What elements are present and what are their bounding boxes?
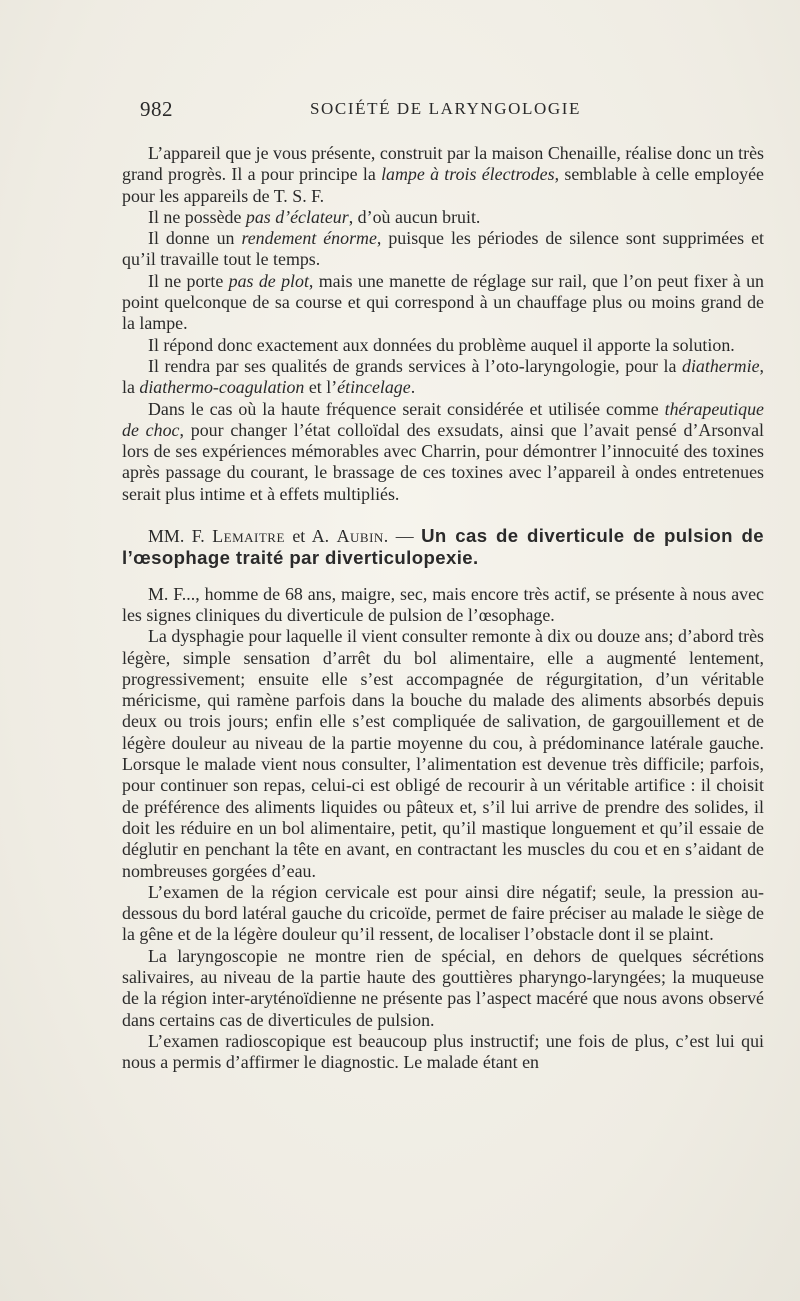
paragraph: Il répond donc exactement aux données du problème auquel il apporte la solution.	[148, 334, 735, 355]
section-heading	[122, 525, 764, 570]
paragraph: Il ne possède pas d’éclateur, d’où aucun bruit.	[148, 206, 481, 227]
author-name: Aubin	[336, 526, 384, 547]
section-title: Un cas de diverticule de pulsion de l’œsophage traité par diverticulopexie.	[122, 525, 764, 569]
paragraph: Il donne un rendement énorme, puisque les périodes de silence sont supprimées et qu’il travaille tout le temps.	[122, 228, 764, 270]
section-authors: MM. F. Lemaitre et A. Aubin. —	[148, 526, 422, 547]
paragraph: Il ne porte pas de plot, mais une manette de réglage sur rail, que l’on peut fixer à un point quelconque de sa course et qui correspond à un chauffage plus ou moins grand de la lampe.	[122, 270, 764, 334]
paragraph: La dysphagie pour laquelle il vient consulter remonte à dix ou douze ans; d’abord très légère, simple sensation d’arrêt du bol alimentaire, elle a augmenté lentement, progressivement; ensuite elle s’est accompagnée de régurgitation, d’un véritable méricisme, qui ramène parfois dans la bouche du malade des aliments absorbés depuis deux ou trois jours; enfin elle s’est compliquée de salivation, de gargouillement et de légère douleur au niveau de la partie moyenne du cou, à prédominance latérale gauche. Lorsque le malade vient nous consulter, l’alimentation est devenue très difficile; parfois, pour continuer son repas, celui-ci est obligé de recourir à un véritable artifice : il choisit de préférence des aliments liquides ou pâteux et, s’il lui arrive de prendre des solides, il doit les réduire en un bol alimentaire, petit, qu’il mastique longuement et qu’il essaie de déglutir en penchant la tête en avant, en contractant les muscles du cou et en s’aidant de nombreuses gorgées d’eau.	[122, 626, 764, 881]
paragraph: L’examen radioscopique est beaucoup plus instructif; une fois de plus, c’est lui qui nous a permis d’affirmer le diagnostic. Le malade étant en	[122, 1030, 764, 1073]
paragraph: Il rendra par ses qualités de grands services à l’oto-laryngologie, pour la diathermie, la diathermo-coagulation et l’étincelage.	[122, 355, 764, 398]
paragraph: Dans le cas où la haute fréquence serait considérée et utilisée comme thérapeutique de choc, pour changer l’état colloïdal des exsudats, ainsi que l’avait pensé d’Arsonval lors de ses expériences mémorables avec Charrin, pour démontrer l’innocuité des toxines après passage du courant, le brassage de ces toxines avec l’appareil à ondes entretenues serait plus intime et à effets multipliés.	[122, 398, 764, 504]
paragraph: L’appareil que je vous présente, construit par la maison Chenaille, réalise donc un très grand progrès. Il a pour principe la lampe à trois électrodes, semblable à celle employée pour les appareils de T. S. F.	[122, 143, 764, 206]
running-title: SOCIÉTÉ DE LARYNGOLOGIE	[310, 99, 581, 118]
author-name: Lemaitre	[212, 526, 285, 547]
page-header	[140, 97, 765, 125]
page-body	[122, 143, 764, 1073]
paragraph: L’examen de la région cervicale est pour ainsi dire négatif; seule, la pression au-dessous du bord latéral gauche du cricoïde, permet de faire préciser au malade le siège de la gêne et de la légère douleur qu’il ressent, de localiser l’obstacle dont il se plaint.	[122, 881, 764, 945]
paragraph: La laryngoscopie ne montre rien de spécial, en dehors de quelques sécrétions salivaires, au niveau de la partie haute des gouttières pharyngo-laryngées; la muqueuse de la région inter-aryténoïdienne ne présente pas l’aspect macéré que nous avons observé dans certains cas de diverticules de pulsion.	[122, 945, 764, 1030]
paragraph: M. F..., homme de 68 ans, maigre, sec, mais encore très actif, se présente à nous avec les signes cliniques du diverticule de pulsion de l’œsophage.	[122, 583, 764, 625]
page-number: 982	[140, 97, 173, 121]
